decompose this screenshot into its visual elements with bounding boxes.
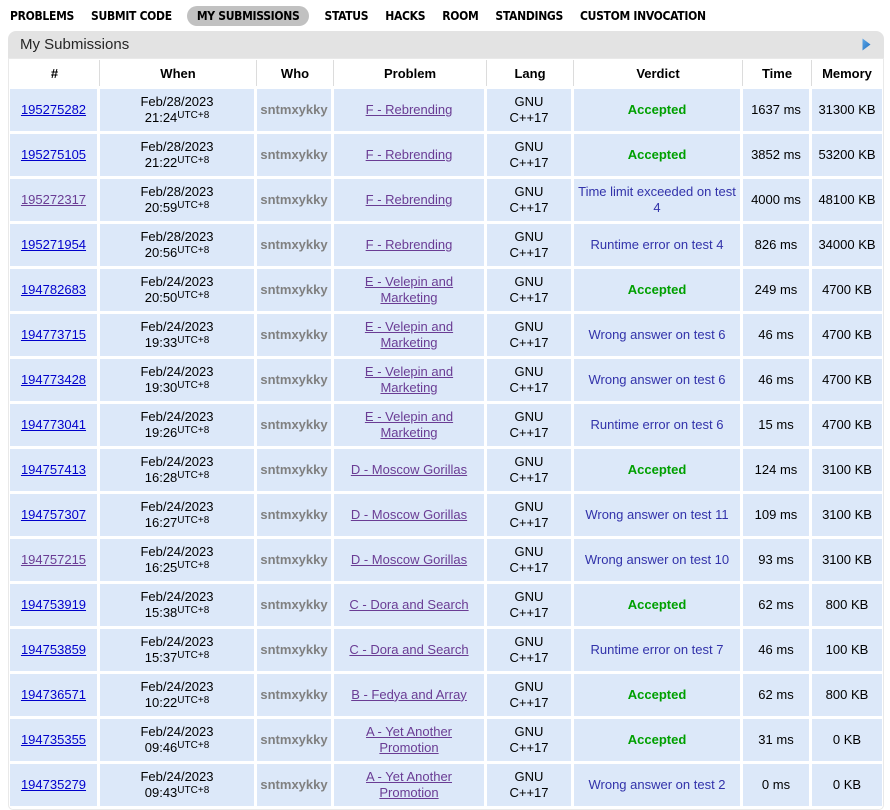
verdict-text: Runtime error on test 6 [590, 416, 724, 432]
submission-id-cell [10, 449, 97, 491]
submission-row [10, 584, 882, 626]
submission-row [10, 404, 882, 446]
column-header-: # [10, 60, 100, 86]
submission-verdict [574, 134, 740, 176]
submission-time: 31 ms [743, 719, 809, 761]
submission-when: Feb/24/2023 $16:27^{UTC+8}$ [100, 494, 254, 536]
verdict-text: Accepted [627, 686, 687, 702]
problem-link[interactable]: E - Velepin and Marketing [364, 363, 454, 395]
submission-lang: GNU C++17 [487, 674, 571, 716]
problem-link[interactable]: A - Yet Another Promotion [365, 768, 453, 800]
nav-item-problems[interactable]: PROBLEMS [10, 9, 75, 23]
verdict-text: Accepted [627, 596, 687, 612]
submission-memory: 3100 KB [812, 449, 882, 491]
submission-id-cell [10, 224, 97, 266]
submission-verdict [574, 674, 740, 716]
submission-when: Feb/28/2023 $20:56^{UTC+8}$ [100, 224, 254, 266]
right-arrow-icon[interactable] [861, 38, 872, 51]
submission-memory: 4700 KB [812, 269, 882, 311]
submission-id-cell [10, 719, 97, 761]
my-submissions-panel [8, 31, 884, 810]
submission-memory: 4700 KB [812, 314, 882, 356]
submission-id-link[interactable]: 194757307 [20, 506, 87, 522]
submission-lang: GNU C++17 [487, 359, 571, 401]
submission-memory: 31300 KB [812, 89, 882, 131]
submission-when: Feb/28/2023 $20:59^{UTC+8}$ [100, 179, 254, 221]
submission-author: sntmxykky [257, 494, 331, 536]
column-header-who: Who [257, 60, 334, 86]
submission-when: Feb/24/2023 $09:43^{UTC+8}$ [100, 764, 254, 806]
problem-link[interactable]: E - Velepin and Marketing [364, 273, 454, 305]
submission-when: Feb/24/2023 $10:22^{UTC+8}$ [100, 674, 254, 716]
submission-memory: 800 KB [812, 674, 882, 716]
submission-author: sntmxykky [257, 224, 331, 266]
submission-time: 46 ms [743, 629, 809, 671]
submission-lang: GNU C++17 [487, 584, 571, 626]
problem-link[interactable]: E - Velepin and Marketing [364, 318, 454, 350]
column-header-lang: Lang [487, 60, 574, 86]
submission-author: sntmxykky [257, 674, 331, 716]
submission-problem-cell [334, 629, 484, 671]
submission-row [10, 269, 882, 311]
submission-memory: 0 KB [812, 764, 882, 806]
submission-id-cell [10, 404, 97, 446]
submission-row [10, 224, 882, 266]
submission-time: 1637 ms [743, 89, 809, 131]
problem-link[interactable]: C - Dora and Search [349, 596, 469, 612]
submission-id-cell [10, 584, 97, 626]
submission-problem-cell [334, 269, 484, 311]
submission-when: Feb/24/2023 $19:33^{UTC+8}$ [100, 314, 254, 356]
submission-memory: 48100 KB [812, 179, 882, 221]
submission-when: Feb/24/2023 $16:25^{UTC+8}$ [100, 539, 254, 581]
verdict-text: Wrong answer on test 10 [584, 551, 730, 567]
submission-time: 109 ms [743, 494, 809, 536]
submission-row [10, 179, 882, 221]
verdict-text: Accepted [627, 101, 687, 117]
submission-time: 0 ms [743, 764, 809, 806]
submission-problem-cell [334, 719, 484, 761]
nav-item-room[interactable]: ROOM [442, 9, 479, 23]
submission-lang: GNU C++17 [487, 404, 571, 446]
submission-problem-cell [334, 674, 484, 716]
submission-when: Feb/24/2023 $15:37^{UTC+8}$ [100, 629, 254, 671]
submission-id-cell [10, 179, 97, 221]
submission-memory: 53200 KB [812, 134, 882, 176]
submissions-table-header [10, 60, 882, 86]
submission-time: 62 ms [743, 674, 809, 716]
verdict-text: Runtime error on test 7 [590, 641, 724, 657]
submission-time: 46 ms [743, 359, 809, 401]
verdict-text: Accepted [627, 731, 687, 747]
nav-item-submit-code[interactable]: SUBMIT CODE [91, 9, 172, 23]
submission-problem-cell [334, 179, 484, 221]
submission-author: sntmxykky [257, 359, 331, 401]
submission-row [10, 449, 882, 491]
column-header-memory: Memory [822, 65, 872, 81]
submission-when: Feb/28/2023 $21:22^{UTC+8}$ [100, 134, 254, 176]
submission-id-cell [10, 314, 97, 356]
problem-link[interactable]: E - Velepin and Marketing [364, 408, 454, 440]
problem-link[interactable]: F - Rebrending [365, 146, 453, 162]
column-header-when: When [100, 60, 257, 86]
submission-problem-cell [334, 359, 484, 401]
submission-id-link[interactable]: 195272317 [20, 191, 87, 207]
submission-verdict [574, 89, 740, 131]
submission-memory: 3100 KB [812, 539, 882, 581]
submission-memory: 4700 KB [812, 359, 882, 401]
submission-memory: 34000 KB [812, 224, 882, 266]
submission-id-cell [10, 359, 97, 401]
submission-memory: 800 KB [812, 584, 882, 626]
submission-author: sntmxykky [257, 539, 331, 581]
submission-row [10, 539, 882, 581]
submission-author: sntmxykky [257, 584, 331, 626]
column-header-verdict: Verdict [574, 60, 743, 86]
column-header-problem: Problem [334, 60, 487, 86]
submission-memory: 4700 KB [812, 404, 882, 446]
submission-lang: GNU C++17 [487, 314, 571, 356]
problem-link[interactable]: F - Rebrending [365, 191, 453, 207]
submission-problem-cell [334, 539, 484, 581]
submission-row [10, 359, 882, 401]
submission-id-link[interactable]: 195275105 [20, 146, 87, 162]
submission-lang: GNU C++17 [487, 134, 571, 176]
verdict-text: Wrong answer on test 11 [585, 506, 729, 522]
problem-link[interactable]: F - Rebrending [365, 236, 453, 252]
submission-verdict [574, 314, 740, 356]
submission-problem-cell [334, 134, 484, 176]
submission-lang: GNU C++17 [487, 269, 571, 311]
submission-time: 3852 ms [743, 134, 809, 176]
submission-id-cell [10, 89, 97, 131]
submission-lang: GNU C++17 [487, 179, 571, 221]
submission-when: Feb/24/2023 $20:50^{UTC+8}$ [100, 269, 254, 311]
submission-verdict [574, 494, 740, 536]
submission-lang: GNU C++17 [487, 494, 571, 536]
submission-problem-cell [334, 584, 484, 626]
submission-when: Feb/24/2023 $19:26^{UTC+8}$ [100, 404, 254, 446]
submission-id-link[interactable]: 194757413 [20, 461, 87, 477]
nav-item-custom-invocation[interactable]: CUSTOM INVOCATION [579, 9, 706, 23]
problem-link[interactable]: D - Moscow Gorillas [350, 506, 468, 522]
submission-id-link[interactable]: 194736571 [20, 686, 87, 702]
verdict-text: Runtime error on test 4 [590, 236, 724, 252]
submission-time: 4000 ms [743, 179, 809, 221]
panel-title: My Submissions [20, 36, 130, 53]
submissions-table-body [10, 89, 882, 806]
submission-id-link[interactable]: 194735355 [20, 731, 87, 747]
submission-problem-cell [334, 89, 484, 131]
submission-id-cell [10, 764, 97, 806]
submission-row [10, 719, 882, 761]
submission-row [10, 764, 882, 806]
submission-verdict [574, 224, 740, 266]
submission-when: Feb/24/2023 $15:38^{UTC+8}$ [100, 584, 254, 626]
submission-verdict [574, 269, 740, 311]
submission-verdict [574, 539, 740, 581]
verdict-text: Time limit exceeded on test 4 [578, 183, 736, 215]
submission-verdict [574, 179, 740, 221]
submission-problem-cell [334, 404, 484, 446]
verdict-text: Accepted [627, 146, 687, 162]
submission-id-link[interactable]: 194735279 [20, 776, 87, 792]
submission-verdict [574, 359, 740, 401]
submission-time: 124 ms [743, 449, 809, 491]
submission-author: sntmxykky [257, 719, 331, 761]
submission-memory: 0 KB [812, 719, 882, 761]
problem-link[interactable]: D - Moscow Gorillas [350, 551, 468, 567]
submission-verdict [574, 764, 740, 806]
submission-lang: GNU C++17 [487, 539, 571, 581]
submission-id-cell [10, 269, 97, 311]
submission-id-cell [10, 629, 97, 671]
submissions-table-frame [8, 58, 884, 810]
submission-id-link[interactable]: 194773041 [20, 416, 87, 432]
submission-author: sntmxykky [257, 764, 331, 806]
submission-lang: GNU C++17 [487, 719, 571, 761]
submission-id-cell [10, 539, 97, 581]
submission-id-cell [10, 494, 97, 536]
submission-id-link[interactable]: 194773715 [20, 326, 87, 342]
problem-link[interactable]: A - Yet Another Promotion [365, 723, 453, 755]
submission-when: Feb/24/2023 $16:28^{UTC+8}$ [100, 449, 254, 491]
submission-lang: GNU C++17 [487, 449, 571, 491]
submission-memory: 3100 KB [812, 494, 882, 536]
submission-author: sntmxykky [257, 179, 331, 221]
problem-link[interactable]: B - Fedya and Array [351, 686, 467, 702]
submission-row [10, 629, 882, 671]
submission-time: 249 ms [743, 269, 809, 311]
submission-problem-cell [334, 494, 484, 536]
submission-when: Feb/24/2023 $09:46^{UTC+8}$ [100, 719, 254, 761]
submission-problem-cell [334, 224, 484, 266]
submission-time: 15 ms [743, 404, 809, 446]
verdict-text: Accepted [627, 281, 687, 297]
submission-problem-cell [334, 764, 484, 806]
column-header-time: Time [743, 60, 812, 86]
nav-item-my-submissions[interactable]: MY SUBMISSIONS [187, 6, 310, 26]
submission-time: 826 ms [743, 224, 809, 266]
submission-verdict [574, 629, 740, 671]
submission-when: Feb/28/2023 $21:24^{UTC+8}$ [100, 89, 254, 131]
submission-author: sntmxykky [257, 404, 331, 446]
submission-row [10, 674, 882, 716]
submission-verdict [574, 719, 740, 761]
verdict-text: Accepted [627, 461, 687, 477]
secondary-nav [0, 0, 890, 31]
submission-verdict [574, 449, 740, 491]
submission-problem-cell [334, 449, 484, 491]
nav-item-hacks[interactable]: HACKS [385, 9, 426, 23]
submission-lang: GNU C++17 [487, 764, 571, 806]
submission-id-link[interactable]: 194757215 [20, 551, 87, 567]
submission-row [10, 89, 882, 131]
submission-author: sntmxykky [257, 449, 331, 491]
submission-problem-cell [334, 314, 484, 356]
submission-id-link[interactable]: 195271954 [20, 236, 87, 252]
submission-memory: 100 KB [812, 629, 882, 671]
submission-time: 46 ms [743, 314, 809, 356]
submission-lang: GNU C++17 [487, 89, 571, 131]
submission-lang: GNU C++17 [487, 629, 571, 671]
submission-time: 93 ms [743, 539, 809, 581]
submission-lang: GNU C++17 [487, 224, 571, 266]
submission-author: sntmxykky [257, 134, 331, 176]
submission-row [10, 314, 882, 356]
nav-item-standings[interactable]: STANDINGS [495, 9, 563, 23]
submission-row [10, 494, 882, 536]
nav-item-status[interactable]: STATUS [324, 9, 369, 23]
verdict-text: Wrong answer on test 6 [588, 371, 726, 387]
submission-id-link[interactable]: 194773428 [20, 371, 87, 387]
submission-verdict [574, 404, 740, 446]
submission-id-link[interactable]: 194753919 [20, 596, 87, 612]
submission-author: sntmxykky [257, 89, 331, 131]
submission-author: sntmxykky [257, 314, 331, 356]
submission-row [10, 134, 882, 176]
submission-id-cell [10, 674, 97, 716]
submission-time: 62 ms [743, 584, 809, 626]
verdict-text: Wrong answer on test 2 [588, 776, 726, 792]
submission-author: sntmxykky [257, 629, 331, 671]
verdict-text: Wrong answer on test 6 [588, 326, 726, 342]
submission-id-link[interactable]: 194782683 [20, 281, 87, 297]
submission-id-link[interactable]: 194753859 [20, 641, 87, 657]
submission-when: Feb/24/2023 $19:30^{UTC+8}$ [100, 359, 254, 401]
submission-verdict [574, 584, 740, 626]
problem-link[interactable]: C - Dora and Search [349, 641, 469, 657]
problem-link[interactable]: F - Rebrending [365, 101, 453, 117]
submission-author: sntmxykky [257, 269, 331, 311]
submission-id-cell [10, 134, 97, 176]
panel-caption-bar [8, 31, 884, 58]
submission-id-link[interactable]: 195275282 [20, 101, 87, 117]
problem-link[interactable]: D - Moscow Gorillas [350, 461, 468, 477]
